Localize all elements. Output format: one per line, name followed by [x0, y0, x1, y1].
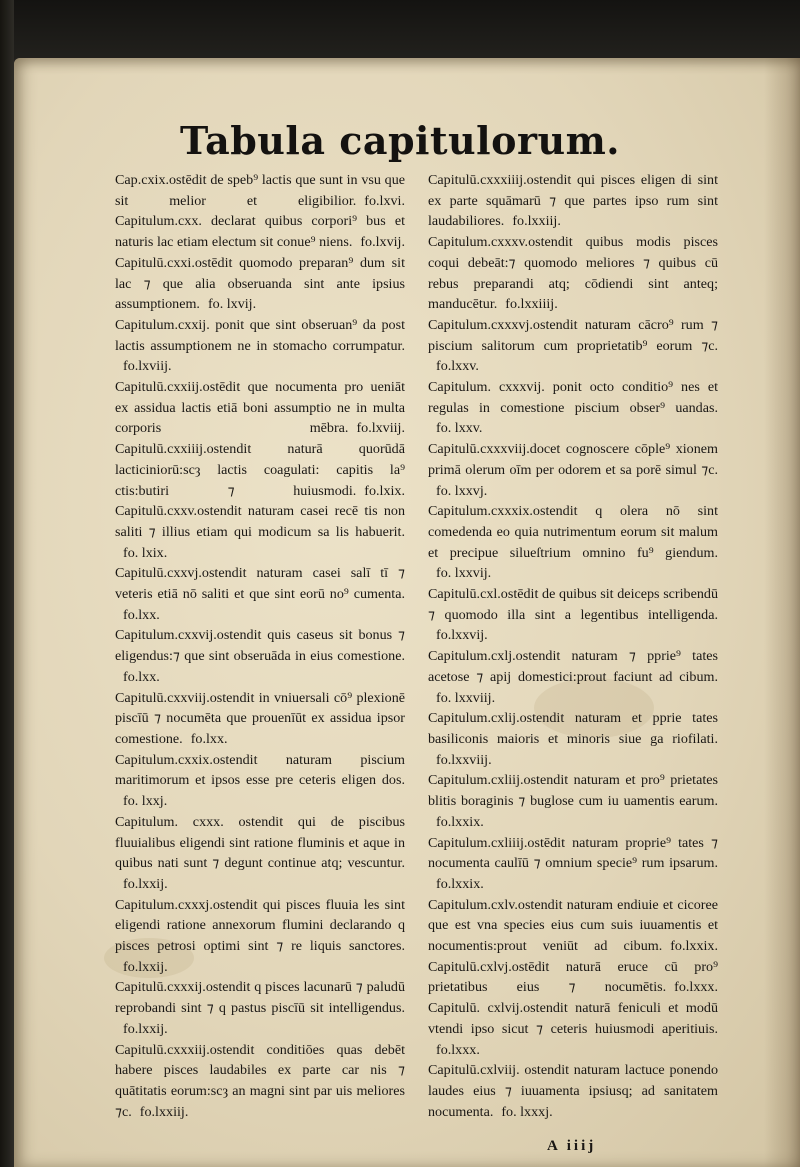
chapter-entry: [115, 170, 405, 211]
chapter-description: Capitulū. cxlvij.ostendit naturā feniculi et modū vtendi ipso sicut ⁊ ceteris huiusmodi aperitiuis.: [428, 1000, 718, 1037]
chapter-description: Capitulum.cxxxv.ostendit quibus modis pisces coqui debeāt:⁊ quomodo meliores ⁊ quibus cū rebus preparandi atq; cōdiendi sint anteq; manducētur.: [428, 234, 718, 313]
chapter-entry: [428, 439, 718, 501]
folio-reference: fo.lxx.: [123, 606, 160, 623]
folio-reference: fo.lxxiij.: [139, 1103, 189, 1120]
chapter-entry: [428, 315, 718, 377]
scan-left-margin: [0, 0, 14, 1167]
chapter-entry: [428, 770, 718, 832]
chapter-entry: [428, 1060, 718, 1122]
folio-reference: fo.lxxx.: [674, 979, 718, 996]
signature-mark: A iiij: [547, 1138, 597, 1154]
chapter-description: Cap.cxix.ostēdit de speb⁹ lactis que sunt in vsu que sit melior et eligibilior.: [115, 172, 405, 209]
chapter-description: Capitulū.cxxxiij.ostendit conditiōes quas debēt habere pisces laudabiles ex parte car nis ⁊ quātitatis eorum:scȝ an magni sint par uis meliores ⁊c.: [115, 1041, 405, 1120]
chapter-entry: [428, 833, 718, 895]
folio-reference: fo.lxxix.: [436, 813, 484, 830]
chapter-entry: [115, 315, 405, 377]
folio-reference: fo.lxxix.: [670, 938, 718, 955]
chapter-description: Capitulum.cxliiij.ostēdit naturam proprie⁹ tates ⁊ nocumenta caulīū ⁊ omnium specie⁹ rum ipsarum.: [428, 834, 718, 872]
folio-reference: fo.lxx.: [123, 668, 160, 685]
chapter-entry: [428, 708, 718, 770]
chapter-entry: [115, 1040, 405, 1123]
folio-reference: fo.lxvij.: [360, 234, 405, 251]
folio-reference: fo. lxxvij.: [436, 565, 492, 582]
chapter-description: Capitulū.cxl.ostēdit de quibus sit deiceps scribendū ⁊ quomodo illa sint a legentibus intelligenda.: [428, 586, 718, 623]
chapter-description: Capitulū.cxxxiiij.ostendit qui pisces eligen di sint ex parte squāmarū ⁊ que partes ipso rum sint laudabiliores.: [428, 172, 718, 230]
folio-reference: fo.lxxiij.: [512, 213, 561, 230]
folio-reference: fo. lxxv.: [436, 420, 483, 437]
chapter-entry: [115, 895, 405, 978]
chapter-description: Capitulum.cxliij.ostendit naturam et pro⁹ prietates blitis boraginis ⁊ buglose cum iu uamentis earum.: [428, 772, 718, 810]
chapter-description: Capitulum.cxxix.ostendit naturam piscium maritimorum et ipsos esse pre ceteris eligen dos.: [115, 751, 405, 789]
chapter-entry: [428, 646, 718, 708]
chapter-entry: [115, 501, 405, 563]
left-column: [115, 170, 405, 1122]
right-column: [428, 170, 718, 1122]
folio-reference: fo.lxvi.: [364, 192, 405, 209]
chapter-description: Capitulum. cxxx. ostendit qui de piscibus fluuialibus eligendi sint ratione fluminis et aque in quibus nati sunt ⁊ degunt continue atq; vescuntur.: [115, 813, 405, 872]
folio-reference: fo. lxvij.: [207, 296, 257, 313]
folio-reference: fo.lxviij.: [356, 420, 405, 437]
chapter-entry: [115, 625, 405, 687]
chapter-description: Capitulū.cxxvj.ostendit naturam casei salī tī ⁊ veteris etiā nō saliti et que sint eorū no⁹ cumenta.: [115, 565, 405, 603]
chapter-entry: [115, 439, 405, 501]
chapter-description: Capitulum.cxxvij.ostendit quis caseus sit bonus ⁊ eligendus:⁊ que sint obseruāda in eius comestione.: [115, 627, 405, 665]
chapter-description: Capitulum.cxlij.ostendit naturam et pprie tates basiliconis maioris et minoris siue ga riofilati.: [428, 710, 718, 747]
chapter-entry: [115, 812, 405, 895]
folio-reference: fo. lxxj.: [123, 793, 168, 810]
chapter-entry: [428, 501, 718, 584]
folio-reference: fo. lxxxj.: [501, 1103, 553, 1120]
folio-reference: fo.lxxvij.: [436, 627, 488, 644]
chapter-description: Capitulū.cxlvj.ostēdit naturā eruce cū pro⁹ prietatibus eius ⁊ nocumētis.: [428, 958, 718, 996]
chapter-entry: [115, 688, 405, 750]
chapter-description: Capitulum.cxxxj.ostendit qui pisces fluuia les sint eligendi ratione annexorum flumini declarando q pisces petrosi optimi sint ⁊ re liquis sanctores.: [115, 896, 405, 955]
folio-reference: fo.lxxv.: [436, 358, 479, 375]
chapter-entry: [428, 170, 718, 232]
chapter-entry: [428, 232, 718, 315]
chapter-description: Capitulū.cxxxij.ostendit q pisces lacunarū ⁊ paludū reprobandi sint ⁊ q pastus piscīū sit intelligendus.: [115, 979, 405, 1017]
folio-reference: fo.lxxiiij.: [505, 296, 558, 313]
scan-top-margin: [0, 0, 800, 60]
folio-reference: fo.lxxx.: [436, 1041, 480, 1058]
chapter-description: Capitulum.cxx. declarat quibus corpori⁹ bus et naturis lac etiam electum sit conue⁹ niens.: [115, 213, 405, 251]
chapter-entry: [115, 253, 405, 315]
chapter-entry: [428, 377, 718, 439]
chapter-description: Capitulum. cxxxvij. ponit octo conditio⁹ nes et regulas in comestione piscium obser⁹ uandas.: [428, 379, 718, 416]
chapter-entry: [428, 895, 718, 957]
folio-reference: fo.lxix.: [364, 482, 405, 499]
folio-reference: fo.lxxix.: [436, 875, 484, 892]
folio-reference: fo. lxxvj.: [436, 482, 488, 499]
folio-reference: fo.lxxij.: [123, 1020, 168, 1037]
chapter-description: Capitulum.cxlv.ostendit naturam endiuie et cicoree que est vna species eius cum suis iuuamentis et nocumentis:prout veniūt ad cibum.: [428, 896, 718, 955]
folio-reference: fo.lxx.: [190, 730, 228, 747]
chapter-description: Capitulum.cxlj.ostendit naturam ⁊ pprie⁹ tates acetose ⁊ apij domestici:prout faciunt ad cibum.: [428, 648, 718, 685]
chapter-description: Capitulū.cxxxviij.docet cognoscere cōple⁹ xionem primā olerum oīm per odorem et sa porē simul ⁊c.: [428, 441, 718, 478]
folio-reference: fo.lxxij.: [123, 958, 168, 975]
page-edge-shadow: [764, 58, 800, 1167]
chapter-description: Capitulum.cxxxvj.ostendit naturam cācro⁹ rum ⁊ piscium salitorum cum proprietatib⁹ eorum ⁊c.: [428, 316, 718, 354]
folio-reference: fo. lxxviij.: [436, 689, 496, 706]
chapter-entry: [115, 750, 405, 812]
chapter-entry: [115, 211, 405, 252]
folio-reference: fo.lxxviij.: [436, 751, 492, 768]
page-title: Tabula capitulorum.: [179, 118, 621, 163]
folio-reference: fo.lxviij.: [123, 358, 172, 375]
chapter-entry: [428, 957, 718, 998]
chapter-description: Capitulum.cxxij. ponit que sint obseruan⁹ da post lactis assumptionem ne in stomacho corrumpatur.: [115, 316, 405, 354]
chapter-description: Capitulū.cxxi.ostēdit quomodo preparan⁹ dum sit lac ⁊ que alia obseruanda sint ante ipsius assumptionem.: [115, 254, 405, 313]
chapter-entry: [115, 377, 405, 439]
chapter-entry: [428, 998, 718, 1060]
folio-reference: fo. lxix.: [123, 544, 168, 561]
chapter-description: Capitulū.cxxv.ostendit naturam casei recē tis non saliti ⁊ illius etiam qui modicum sa lis habuerit.: [115, 503, 405, 540]
folio-reference: fo.lxxij.: [123, 875, 168, 892]
chapter-description: Capitulū.cxxiiij.ostendit naturā quorūdā lacticiniorū:scȝ lactis coagulati: capitis la⁹ ctis:butiri ⁊ huiusmodi.: [115, 441, 405, 499]
chapter-description: Capitulū.cxxiij.ostēdit que nocumenta pro ueniāt ex assidua lactis etiā boni assumptio ne in multa corporis mēbra.: [115, 379, 405, 437]
chapter-entry: [115, 977, 405, 1039]
chapter-entry: [428, 584, 718, 646]
chapter-description: Capitulum.cxxxix.ostendit q olera nō sint comedenda eo quia nutrimentum eorum sit malum et precipue silueſtrium omnino fu⁹ giendum.: [428, 503, 718, 561]
chapter-entry: [115, 563, 405, 625]
chapter-description: Capitulū.cxlviij. ostendit naturam lactuce ponendo laudes eius ⁊ iuuamenta ipsiusq; ad sanitatem nocumenta.: [428, 1062, 718, 1120]
chapter-description: Capitulū.cxxviij.ostendit in vniuersali cō⁹ plexionē piscīū ⁊ nocumēta que prouenīūt ex assidua ipsor comestione.: [115, 689, 405, 747]
